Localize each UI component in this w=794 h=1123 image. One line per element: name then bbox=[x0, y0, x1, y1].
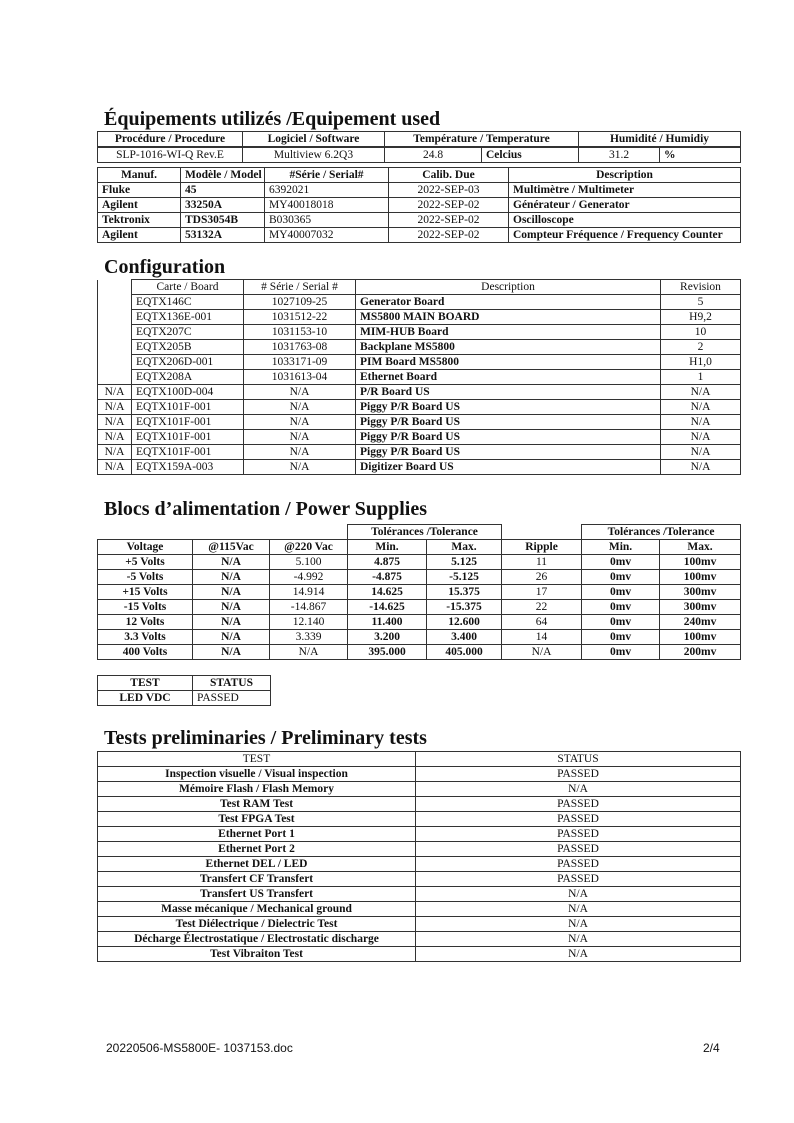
prelim-row bbox=[98, 842, 741, 857]
power-row bbox=[98, 570, 741, 585]
config-description-cell: P/R Board US bbox=[356, 385, 661, 400]
footer-page-number: 2/4 bbox=[703, 1041, 720, 1055]
equip-model-cell: 53132A bbox=[181, 228, 265, 243]
power-115-cell: N/A bbox=[193, 570, 270, 585]
procedure-value: SLP-1016-WI-Q Rev.E bbox=[98, 148, 243, 163]
power-row bbox=[98, 585, 741, 600]
config-serial-cell: N/A bbox=[244, 430, 356, 445]
ripple-tolerance-header: Tolérances /Tolerance bbox=[582, 525, 741, 540]
prelim-test-cell: Test Diélectrique / Dielectric Test bbox=[98, 917, 416, 932]
power-220-cell: 12.140 bbox=[270, 615, 348, 630]
ripple-min-cell: 0mv bbox=[582, 645, 660, 660]
config-serial-cell: N/A bbox=[244, 445, 356, 460]
power-row bbox=[98, 615, 741, 630]
config-serial-cell: N/A bbox=[244, 400, 356, 415]
temperature-unit: Celcius bbox=[482, 148, 579, 163]
prelim-test-cell: Ethernet Port 1 bbox=[98, 827, 416, 842]
config-board-cell: EQTX101F-001 bbox=[132, 430, 244, 445]
config-serial-cell: N/A bbox=[244, 385, 356, 400]
prelim-row bbox=[98, 827, 741, 842]
prelim-status-cell: PASSED bbox=[416, 797, 741, 812]
equip-calib-cell: 2022-SEP-02 bbox=[389, 198, 509, 213]
prelim-header-status: STATUS bbox=[416, 752, 741, 767]
config-row bbox=[98, 385, 741, 400]
config-board-cell: EQTX159A-003 bbox=[132, 460, 244, 475]
equip-serial-cell: B030365 bbox=[265, 213, 389, 228]
equip-calib-cell: 2022-SEP-02 bbox=[389, 213, 509, 228]
equip-header-calib: Calib. Due bbox=[389, 168, 509, 183]
config-row bbox=[98, 370, 741, 385]
config-description-cell: Ethernet Board bbox=[356, 370, 661, 385]
prelim-test-cell: Test FPGA Test bbox=[98, 812, 416, 827]
prelim-test-cell: Masse mécanique / Mechanical ground bbox=[98, 902, 416, 917]
equip-manuf-cell: Agilent bbox=[98, 228, 181, 243]
equip-model-cell: 45 bbox=[181, 183, 265, 198]
power-max-cell: 5.125 bbox=[427, 555, 502, 570]
equip-manuf-cell: Agilent bbox=[98, 198, 181, 213]
equip-manuf-cell: Fluke bbox=[98, 183, 181, 198]
power-row bbox=[98, 645, 741, 660]
led-header-status: STATUS bbox=[193, 676, 271, 691]
configuration-title: Configuration bbox=[104, 256, 226, 278]
power-header-voltage: Voltage bbox=[98, 540, 193, 555]
config-revision-cell: H1,0 bbox=[661, 355, 741, 370]
power-row bbox=[98, 630, 741, 645]
config-description-cell: Generator Board bbox=[356, 295, 661, 310]
power-ripple-cell: N/A bbox=[502, 645, 582, 660]
power-header-220vac: @220 Vac bbox=[270, 540, 348, 555]
meta-header-temperature: Température / Temperature bbox=[385, 132, 579, 147]
ripple-max-cell: 240mv bbox=[660, 615, 741, 630]
power-min-cell: 395.000 bbox=[348, 645, 427, 660]
prelim-test-cell: Transfert CF Transfert bbox=[98, 872, 416, 887]
config-flag-cell bbox=[98, 340, 132, 355]
equip-header-description: Description bbox=[509, 168, 741, 183]
config-row bbox=[98, 415, 741, 430]
power-voltage-cell: -15 Volts bbox=[98, 600, 193, 615]
config-revision-cell: N/A bbox=[661, 415, 741, 430]
config-serial-cell: 1031512-22 bbox=[244, 310, 356, 325]
power-ripple-cell: 14 bbox=[502, 630, 582, 645]
equip-description-cell: Compteur Fréquence / Frequency Counter bbox=[509, 228, 741, 243]
meta-header-humidity: Humidité / Humidiy bbox=[579, 132, 741, 147]
equipment-list-table bbox=[97, 167, 741, 243]
meta-header-procedure: Procédure / Procedure bbox=[98, 132, 243, 147]
equip-description-cell: Générateur / Generator bbox=[509, 198, 741, 213]
prelim-row bbox=[98, 902, 741, 917]
equipment-title: Équipements utilizés /Equipement used bbox=[104, 108, 441, 130]
config-row bbox=[98, 295, 741, 310]
prelim-status-cell: PASSED bbox=[416, 827, 741, 842]
prelim-status-cell: PASSED bbox=[416, 767, 741, 782]
prelim-status-cell: N/A bbox=[416, 902, 741, 917]
power-115-cell: N/A bbox=[193, 630, 270, 645]
equip-model-cell: 33250A bbox=[181, 198, 265, 213]
power-ripple-cell: 64 bbox=[502, 615, 582, 630]
config-header-description: Description bbox=[356, 280, 661, 295]
config-serial-cell: 1031763-08 bbox=[244, 340, 356, 355]
power-row bbox=[98, 555, 741, 570]
power-220-cell: N/A bbox=[270, 645, 348, 660]
prelim-status-cell: N/A bbox=[416, 917, 741, 932]
equip-header-serial: #Série / Serial# bbox=[265, 168, 389, 183]
config-description-cell: MS5800 MAIN BOARD bbox=[356, 310, 661, 325]
config-revision-cell: N/A bbox=[661, 460, 741, 475]
config-board-cell: EQTX100D-004 bbox=[132, 385, 244, 400]
config-flag-cell: N/A bbox=[98, 385, 132, 400]
config-row bbox=[98, 325, 741, 340]
config-row bbox=[98, 430, 741, 445]
config-flag-cell: N/A bbox=[98, 460, 132, 475]
prelim-row bbox=[98, 797, 741, 812]
equipment-row bbox=[98, 228, 741, 243]
config-serial-cell: 1031153-10 bbox=[244, 325, 356, 340]
power-220-cell: 5.100 bbox=[270, 555, 348, 570]
power-max-cell: 12.600 bbox=[427, 615, 502, 630]
power-voltage-cell: 12 Volts bbox=[98, 615, 193, 630]
equipment-meta-table bbox=[97, 131, 741, 147]
config-header-board: Carte / Board bbox=[132, 280, 244, 295]
ripple-max-cell: 300mv bbox=[660, 585, 741, 600]
equip-serial-cell: MY40018018 bbox=[265, 198, 389, 213]
equip-description-cell: Multimètre / Multimeter bbox=[509, 183, 741, 198]
config-serial-cell: N/A bbox=[244, 415, 356, 430]
config-row bbox=[98, 310, 741, 325]
power-115-cell: N/A bbox=[193, 555, 270, 570]
config-header-serial: # Série / Serial # bbox=[244, 280, 356, 295]
power-ripple-cell: 22 bbox=[502, 600, 582, 615]
config-row bbox=[98, 445, 741, 460]
config-header-revision: Revision bbox=[661, 280, 741, 295]
power-115-cell: N/A bbox=[193, 585, 270, 600]
power-220-cell: 3.339 bbox=[270, 630, 348, 645]
preliminary-table bbox=[97, 751, 741, 962]
config-description-cell: Backplane MS5800 bbox=[356, 340, 661, 355]
ripple-max-cell: 100mv bbox=[660, 570, 741, 585]
config-flag-cell: N/A bbox=[98, 415, 132, 430]
config-description-cell: MIM-HUB Board bbox=[356, 325, 661, 340]
prelim-test-cell: Transfert US Transfert bbox=[98, 887, 416, 902]
power-115-cell: N/A bbox=[193, 600, 270, 615]
power-voltage-cell: +5 Volts bbox=[98, 555, 193, 570]
config-revision-cell: N/A bbox=[661, 430, 741, 445]
software-value: Multiview 6.2Q3 bbox=[243, 148, 385, 163]
power-min-cell: 3.200 bbox=[348, 630, 427, 645]
config-revision-cell: 5 bbox=[661, 295, 741, 310]
power-voltage-cell: 3.3 Volts bbox=[98, 630, 193, 645]
power-header-max: Max. bbox=[427, 540, 502, 555]
ripple-max-cell: 300mv bbox=[660, 600, 741, 615]
power-row bbox=[98, 600, 741, 615]
config-description-cell: Piggy P/R Board US bbox=[356, 430, 661, 445]
config-flag-cell: N/A bbox=[98, 445, 132, 460]
equip-model-cell: TDS3054B bbox=[181, 213, 265, 228]
equipment-row bbox=[98, 183, 741, 198]
equip-calib-cell: 2022-SEP-02 bbox=[389, 228, 509, 243]
power-max-cell: 15.375 bbox=[427, 585, 502, 600]
prelim-row bbox=[98, 932, 741, 947]
prelim-row bbox=[98, 767, 741, 782]
prelim-test-cell: Test RAM Test bbox=[98, 797, 416, 812]
prelim-test-cell: Ethernet DEL / LED bbox=[98, 857, 416, 872]
led-test-status: PASSED bbox=[193, 691, 271, 706]
prelim-row bbox=[98, 782, 741, 797]
config-description-cell: Digitizer Board US bbox=[356, 460, 661, 475]
config-board-cell: EQTX146C bbox=[132, 295, 244, 310]
power-title: Blocs d’alimentation / Power Supplies bbox=[104, 498, 427, 520]
equipment-row bbox=[98, 198, 741, 213]
power-min-cell: -14.625 bbox=[348, 600, 427, 615]
equip-description-cell: Oscilloscope bbox=[509, 213, 741, 228]
config-description-cell: Piggy P/R Board US bbox=[356, 415, 661, 430]
prelim-status-cell: N/A bbox=[416, 887, 741, 902]
power-header-min: Min. bbox=[348, 540, 427, 555]
ripple-min-cell: 0mv bbox=[582, 630, 660, 645]
power-min-cell: 11.400 bbox=[348, 615, 427, 630]
config-description-cell: PIM Board MS5800 bbox=[356, 355, 661, 370]
config-description-cell: Piggy P/R Board US bbox=[356, 400, 661, 415]
preliminary-title: Tests preliminaries / Preliminary tests bbox=[104, 727, 427, 749]
equipment-meta-values bbox=[97, 147, 741, 163]
config-flag-cell bbox=[98, 295, 132, 310]
config-board-cell: EQTX101F-001 bbox=[132, 445, 244, 460]
ripple-min-cell: 0mv bbox=[582, 585, 660, 600]
power-header-115vac: @115Vac bbox=[193, 540, 270, 555]
equip-serial-cell: 6392021 bbox=[265, 183, 389, 198]
power-min-cell: 14.625 bbox=[348, 585, 427, 600]
prelim-row bbox=[98, 917, 741, 932]
config-serial-cell: N/A bbox=[244, 460, 356, 475]
equip-serial-cell: MY40007032 bbox=[265, 228, 389, 243]
config-revision-cell: 1 bbox=[661, 370, 741, 385]
equip-header-manuf: Manuf. bbox=[98, 168, 181, 183]
prelim-status-cell: N/A bbox=[416, 947, 741, 962]
ripple-min-cell: 0mv bbox=[582, 570, 660, 585]
configuration-table bbox=[97, 279, 741, 475]
humidity-unit: % bbox=[660, 148, 741, 163]
config-board-cell: EQTX208A bbox=[132, 370, 244, 385]
config-flag-cell: N/A bbox=[98, 400, 132, 415]
power-ripple-spacer bbox=[502, 525, 582, 540]
equip-header-model: Modèle / Model bbox=[181, 168, 265, 183]
power-max-cell: 3.400 bbox=[427, 630, 502, 645]
power-group-spacer bbox=[98, 525, 348, 540]
power-max-cell: -5.125 bbox=[427, 570, 502, 585]
config-revision-cell: 10 bbox=[661, 325, 741, 340]
config-flag-cell: N/A bbox=[98, 430, 132, 445]
prelim-row bbox=[98, 812, 741, 827]
footer-filename: 20220506-MS5800E- 1037153.doc bbox=[106, 1041, 293, 1055]
power-220-cell: -14.867 bbox=[270, 600, 348, 615]
config-serial-cell: 1033171-09 bbox=[244, 355, 356, 370]
config-row bbox=[98, 460, 741, 475]
config-board-cell: EQTX207C bbox=[132, 325, 244, 340]
config-board-cell: EQTX101F-001 bbox=[132, 400, 244, 415]
prelim-row bbox=[98, 872, 741, 887]
prelim-test-cell: Inspection visuelle / Visual inspection bbox=[98, 767, 416, 782]
power-220-cell: -4.992 bbox=[270, 570, 348, 585]
prelim-header-test: TEST bbox=[98, 752, 416, 767]
equip-manuf-cell: Tektronix bbox=[98, 213, 181, 228]
config-header-flag bbox=[98, 280, 132, 295]
prelim-status-cell: PASSED bbox=[416, 857, 741, 872]
power-min-cell: 4.875 bbox=[348, 555, 427, 570]
config-description-cell: Piggy P/R Board US bbox=[356, 445, 661, 460]
prelim-status-cell: N/A bbox=[416, 782, 741, 797]
power-115-cell: N/A bbox=[193, 615, 270, 630]
config-revision-cell: 2 bbox=[661, 340, 741, 355]
equipment-row bbox=[98, 213, 741, 228]
config-row bbox=[98, 400, 741, 415]
power-table bbox=[97, 524, 741, 660]
config-board-cell: EQTX136E-001 bbox=[132, 310, 244, 325]
config-row bbox=[98, 340, 741, 355]
power-tolerance-header: Tolérances /Tolerance bbox=[348, 525, 502, 540]
config-board-cell: EQTX205B bbox=[132, 340, 244, 355]
config-board-cell: EQTX206D-001 bbox=[132, 355, 244, 370]
prelim-row bbox=[98, 857, 741, 872]
ripple-min-cell: 0mv bbox=[582, 615, 660, 630]
prelim-test-cell: Test Vibraiton Test bbox=[98, 947, 416, 962]
power-header-ripple: Ripple bbox=[502, 540, 582, 555]
prelim-status-cell: PASSED bbox=[416, 812, 741, 827]
prelim-row bbox=[98, 887, 741, 902]
ripple-header-min: Min. bbox=[582, 540, 660, 555]
config-revision-cell: H9,2 bbox=[661, 310, 741, 325]
config-serial-cell: 1031613-04 bbox=[244, 370, 356, 385]
power-min-cell: -4.875 bbox=[348, 570, 427, 585]
config-row bbox=[98, 355, 741, 370]
config-flag-cell bbox=[98, 325, 132, 340]
power-voltage-cell: -5 Volts bbox=[98, 570, 193, 585]
equip-calib-cell: 2022-SEP-03 bbox=[389, 183, 509, 198]
prelim-test-cell: Mémoire Flash / Flash Memory bbox=[98, 782, 416, 797]
power-max-cell: 405.000 bbox=[427, 645, 502, 660]
power-220-cell: 14.914 bbox=[270, 585, 348, 600]
prelim-status-cell: PASSED bbox=[416, 842, 741, 857]
prelim-status-cell: PASSED bbox=[416, 872, 741, 887]
power-115-cell: N/A bbox=[193, 645, 270, 660]
led-test-name: LED VDC bbox=[98, 691, 193, 706]
config-serial-cell: 1027109-25 bbox=[244, 295, 356, 310]
power-ripple-cell: 17 bbox=[502, 585, 582, 600]
config-flag-cell bbox=[98, 310, 132, 325]
led-header-test: TEST bbox=[98, 676, 193, 691]
config-board-cell: EQTX101F-001 bbox=[132, 415, 244, 430]
config-revision-cell: N/A bbox=[661, 400, 741, 415]
config-revision-cell: N/A bbox=[661, 385, 741, 400]
ripple-min-cell: 0mv bbox=[582, 555, 660, 570]
ripple-max-cell: 100mv bbox=[660, 630, 741, 645]
temperature-value: 24.8 bbox=[385, 148, 482, 163]
config-flag-cell bbox=[98, 355, 132, 370]
ripple-max-cell: 100mv bbox=[660, 555, 741, 570]
ripple-max-cell: 200mv bbox=[660, 645, 741, 660]
config-revision-cell: N/A bbox=[661, 445, 741, 460]
meta-header-software: Logiciel / Software bbox=[243, 132, 385, 147]
humidity-value: 31.2 bbox=[579, 148, 660, 163]
prelim-test-cell: Décharge Électrostatique / Electrostatic discharge bbox=[98, 932, 416, 947]
power-voltage-cell: +15 Volts bbox=[98, 585, 193, 600]
power-ripple-cell: 26 bbox=[502, 570, 582, 585]
power-ripple-cell: 11 bbox=[502, 555, 582, 570]
ripple-header-max: Max. bbox=[660, 540, 741, 555]
config-flag-cell bbox=[98, 370, 132, 385]
ripple-min-cell: 0mv bbox=[582, 600, 660, 615]
prelim-row bbox=[98, 947, 741, 962]
power-max-cell: -15.375 bbox=[427, 600, 502, 615]
led-test-table bbox=[97, 675, 271, 706]
power-voltage-cell: 400 Volts bbox=[98, 645, 193, 660]
prelim-test-cell: Ethernet Port 2 bbox=[98, 842, 416, 857]
prelim-status-cell: N/A bbox=[416, 932, 741, 947]
